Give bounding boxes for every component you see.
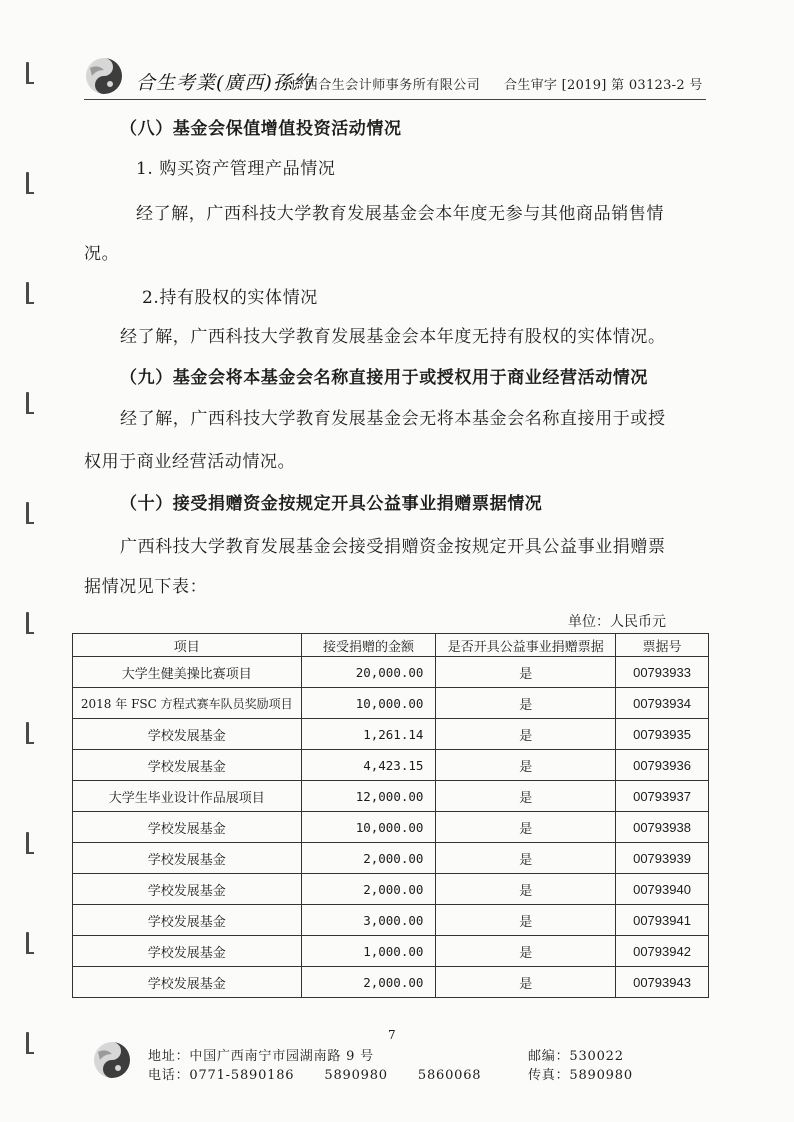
cell-receipt-number: 00793937 [616, 781, 709, 812]
table-row [73, 936, 709, 967]
cell-receipt-number: 00793942 [616, 936, 709, 967]
cell-project: 2018 年 FSC 方程式赛车队员奖励项目 [73, 688, 302, 719]
cell-receipt-number: 00793938 [616, 812, 709, 843]
section-9-paragraph-line-1: 经了解，广西科技大学教育发展基金会无将本基金会名称直接用于或授 [120, 409, 666, 429]
firm-name: · 广西合生会计师事务所有限公司 [282, 78, 481, 93]
cell-project: 大学生健美操比赛项目 [73, 657, 302, 688]
cell-receipt-number: 00793943 [616, 967, 709, 998]
footer-phone-tertiary: 5860068 [417, 1068, 482, 1083]
binder-mark [26, 502, 29, 524]
table-row [73, 719, 709, 750]
footer-phone-primary: 电话：0771-5890186 [148, 1068, 295, 1083]
report-number: 合生审字 [2019] 第 03123-2 号 [504, 78, 703, 93]
table-row [73, 781, 709, 812]
footer-phone [148, 1064, 481, 1083]
cell-receipt-issued: 是 [436, 750, 616, 781]
cell-project: 学校发展基金 [73, 936, 302, 967]
table-row [73, 812, 709, 843]
cell-amount: 10,000.00 [301, 688, 436, 719]
cell-receipt-issued: 是 [436, 719, 616, 750]
currency-unit-label: 单位：人民币元 [568, 614, 666, 630]
table-row [73, 874, 709, 905]
cell-receipt-issued: 是 [436, 657, 616, 688]
binder-mark [26, 1032, 29, 1054]
cell-amount: 12,000.00 [301, 781, 436, 812]
cell-receipt-issued: 是 [436, 781, 616, 812]
donation-receipts-table [72, 633, 709, 998]
column-header-receipt-number: 票据号 [616, 634, 709, 657]
section-8-2-paragraph: 经了解，广西科技大学教育发展基金会本年度无持有股权的实体情况。 [120, 327, 666, 347]
binder-mark [26, 172, 29, 194]
column-header-project: 项目 [73, 634, 302, 657]
cell-receipt-issued: 是 [436, 967, 616, 998]
firm-logo-icon [92, 1040, 132, 1080]
cell-receipt-number: 00793941 [616, 905, 709, 936]
table-row [73, 657, 709, 688]
firm-script-logotype: 合生考業(廣西)孫約 [136, 72, 313, 94]
section-9-paragraph-line-2: 权用于商业经营活动情况。 [84, 452, 296, 472]
firm-logo-icon [84, 56, 124, 96]
cell-project: 学校发展基金 [73, 750, 302, 781]
binder-mark [26, 932, 29, 954]
section-8-heading: （八）基金会保值增值投资活动情况 [120, 119, 402, 139]
section-10-paragraph-line-2: 据情况见下表： [84, 577, 208, 597]
cell-project: 学校发展基金 [73, 812, 302, 843]
cell-project: 学校发展基金 [73, 719, 302, 750]
binder-mark [26, 282, 29, 304]
page-footer [92, 1040, 732, 1090]
cell-receipt-issued: 是 [436, 936, 616, 967]
section-8-1-heading: 1. 购买资产管理产品情况 [136, 159, 336, 179]
cell-receipt-number: 00793939 [616, 843, 709, 874]
table-row [73, 967, 709, 998]
cell-receipt-issued: 是 [436, 843, 616, 874]
footer-postcode: 邮编：530022 [528, 1049, 624, 1064]
binder-mark [26, 832, 29, 854]
cell-receipt-number: 00793940 [616, 874, 709, 905]
cell-receipt-issued: 是 [436, 812, 616, 843]
cell-project: 学校发展基金 [73, 843, 302, 874]
binder-mark [26, 392, 29, 414]
binder-mark [26, 612, 29, 634]
binder-mark [26, 722, 29, 744]
header-divider [84, 99, 706, 100]
cell-receipt-issued: 是 [436, 874, 616, 905]
section-10-paragraph-line-1: 广西科技大学教育发展基金会接受捐赠资金按规定开具公益事业捐赠票 [120, 537, 666, 557]
cell-amount: 2,000.00 [301, 843, 436, 874]
column-header-amount: 接受捐赠的金额 [301, 634, 436, 657]
cell-receipt-issued: 是 [436, 905, 616, 936]
section-9-heading: （九）基金会将本基金会名称直接用于或授权用于商业经营活动情况 [120, 368, 648, 388]
section-8-1-paragraph-line-1: 经了解，广西科技大学教育发展基金会本年度无参与其他商品销售情 [136, 204, 664, 224]
table-header-row [73, 634, 709, 657]
cell-receipt-number: 00793936 [616, 750, 709, 781]
cell-amount: 2,000.00 [301, 874, 436, 905]
binder-mark [26, 62, 29, 84]
cell-project: 大学生毕业设计作品展项目 [73, 781, 302, 812]
cell-receipt-number: 00793935 [616, 719, 709, 750]
cell-amount: 20,000.00 [301, 657, 436, 688]
section-8-1-paragraph-line-2: 况。 [84, 244, 120, 264]
cell-receipt-issued: 是 [436, 688, 616, 719]
table-row [73, 688, 709, 719]
footer-fax: 传真：5890980 [528, 1068, 633, 1083]
cell-amount: 4,423.15 [301, 750, 436, 781]
cell-project: 学校发展基金 [73, 874, 302, 905]
cell-amount: 1,000.00 [301, 936, 436, 967]
cell-amount: 2,000.00 [301, 967, 436, 998]
table-row [73, 843, 709, 874]
footer-phone-secondary: 5890980 [324, 1068, 388, 1083]
table-row [73, 750, 709, 781]
cell-amount: 10,000.00 [301, 812, 436, 843]
section-8-2-heading: 2.持有股权的实体情况 [142, 288, 318, 308]
footer-address: 地址：中国广西南宁市园湖南路 9 号 [148, 1049, 374, 1064]
cell-amount: 1,261.14 [301, 719, 436, 750]
table-row [73, 905, 709, 936]
cell-project: 学校发展基金 [73, 967, 302, 998]
section-10-heading: （十）接受捐赠资金按规定开具公益事业捐赠票据情况 [120, 494, 543, 514]
cell-receipt-number: 00793933 [616, 657, 709, 688]
page-number: 7 [388, 1028, 396, 1042]
cell-receipt-number: 00793934 [616, 688, 709, 719]
column-header-receipt-issued: 是否开具公益事业捐赠票据 [436, 634, 616, 657]
cell-project: 学校发展基金 [73, 905, 302, 936]
cell-amount: 3,000.00 [301, 905, 436, 936]
page-header [84, 54, 706, 98]
